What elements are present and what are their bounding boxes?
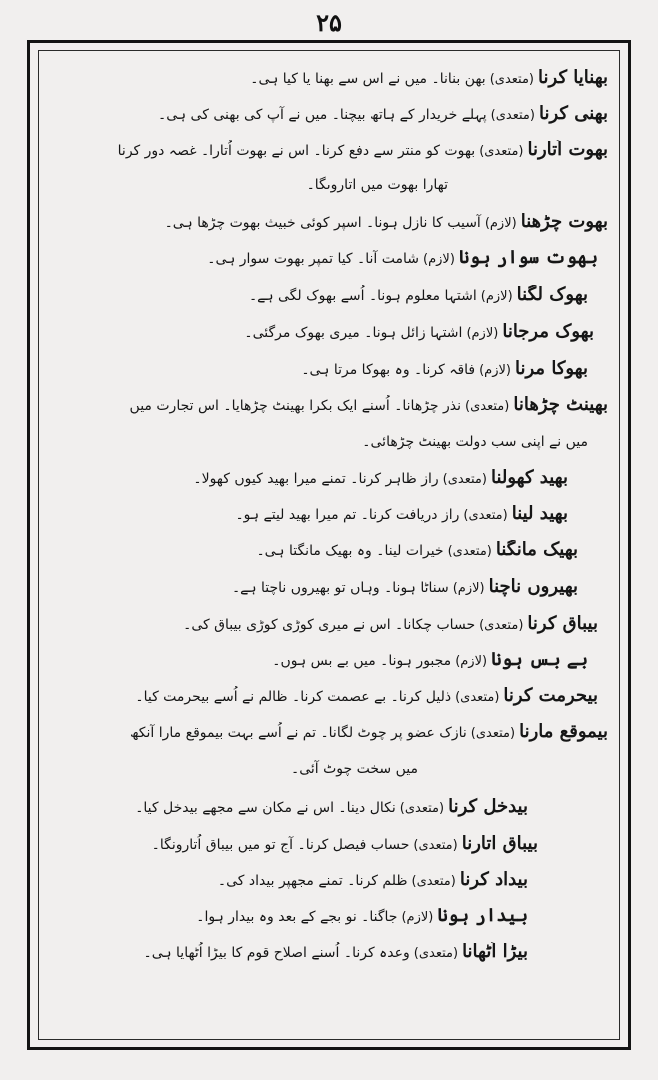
entry-grammar: (متعدی) (479, 144, 524, 159)
entry-grammar: (متعدی) (489, 72, 535, 87)
entry-headword: بے بس ہونا (491, 650, 588, 670)
entry-headword: بھنی کرنا (538, 104, 608, 124)
entry-definition: آسیب کا نازل ہونا۔ اسپر کوئی خبیث بھوت چڑھا ہی۔ (164, 215, 481, 231)
dictionary-entry (50, 248, 598, 270)
entry-headword: بیڑا اُٹھانا (462, 942, 528, 962)
entry-headword: بیباق کرنا (527, 614, 598, 634)
entry-headword: بھید لینا (511, 504, 568, 524)
entry-headword: بھوک مرجانا (502, 322, 594, 342)
dictionary-entry (50, 468, 568, 490)
dictionary-entry (50, 104, 608, 126)
dictionary-entry (50, 322, 594, 344)
entry-definition: میں سخت چوٹ آئی۔ (291, 761, 418, 777)
entry-definition: میں نے اپنی سب دولت بھینٹ چڑھائی۔ (362, 434, 588, 450)
entry-grammar: (لازم) (423, 252, 455, 267)
dictionary-entry (50, 140, 608, 162)
entry-headword: بیدخل کرنا (448, 797, 528, 817)
entry-headword: بھوکا مرنا (515, 359, 588, 379)
entry-continuation (50, 759, 418, 781)
entry-grammar: (متعدی) (413, 946, 459, 961)
dictionary-entry (50, 797, 528, 819)
dictionary-entry (50, 212, 608, 234)
dictionary-entry (50, 650, 588, 672)
dictionary-entry (50, 614, 598, 636)
entry-grammar: (لازم) (401, 910, 434, 925)
entry-grammar: (متعدی) (399, 801, 445, 816)
entry-definition: شامت آنا۔ کیا تمپر بھوت سوار ہی۔ (207, 251, 419, 267)
entry-headword: بھنایا کرنا (538, 68, 608, 88)
dictionary-entry (50, 359, 588, 381)
entry-grammar: (متعدی) (447, 544, 492, 559)
entry-definition: بھوت کو منتر سے دفع کرنا۔ اس نے بھوت اُتارا۔ غصہ دور کرنا (117, 143, 476, 159)
dictionary-entry (50, 504, 568, 526)
entry-headword: بھوت چڑھنا (520, 212, 608, 232)
entry-definition: خیرات لینا۔ وہ بھیک مانگتا ہی۔ (256, 543, 444, 559)
dictionary-entry (50, 68, 608, 90)
entry-definition: حساب فیصل کرنا۔ آج تو میں بیباق اُتارونگا۔ (151, 837, 410, 853)
entry-grammar: (متعدی) (465, 399, 510, 414)
entry-definition: ذلیل کرنا۔ بے عصمت کرنا۔ ظالم نے اُسے بیحرمت کیا۔ (135, 689, 452, 705)
entry-definition: ظلم کرنا۔ تمنے مجھپر بیداد کی۔ (217, 873, 408, 889)
entry-headword: بھید کھولنا (490, 468, 568, 488)
entry-grammar: (متعدی) (411, 874, 456, 889)
entry-grammar: (متعدی) (463, 508, 508, 523)
dictionary-entry (50, 870, 528, 892)
entry-headword: بھوت سوار ہونا (458, 248, 598, 268)
dictionary-entries (46, 54, 612, 1034)
entry-definition: وعدہ کرنا۔ اُسنے اصلاح قوم کا بیڑا اُٹھایا ہی۔ (143, 945, 410, 961)
dictionary-entry (50, 942, 528, 964)
entry-grammar: (متعدی) (413, 838, 458, 853)
entry-headword: بیباق اتارنا (461, 834, 538, 854)
entry-grammar: (لازم) (480, 289, 513, 304)
entry-definition: نکال دینا۔ اس نے مکان سے مجھے بیدخل کیا۔ (135, 800, 396, 816)
entry-definition: سناٹا ہونا۔ وہاں تو بھیروں ناچتا ہے۔ (231, 580, 449, 596)
entry-headword: بھیروں ناچنا (488, 577, 578, 597)
entry-grammar: (متعدی) (470, 726, 516, 741)
entry-headword: بھوت اُتارنا (527, 140, 608, 160)
entry-definition: پہلے خریدار کے ہاتھ بیچنا۔ میں نے آپ کی بھنی کی ہی۔ (158, 107, 487, 123)
dictionary-entry (50, 686, 598, 708)
entry-headword: بیحرمت کرنا (503, 686, 598, 706)
entry-definition: بھن بنانا۔ میں نے اس سے بھنا یا کیا ہی۔ (250, 71, 486, 87)
dictionary-entry (50, 395, 608, 417)
dictionary-entry (50, 722, 608, 744)
entry-definition: اشتہا زائل ہونا۔ میری بھوک مرگئی۔ (244, 325, 463, 341)
entry-definition: راز دریافت کرنا۔ تم میرا بھید لیتے ہو۔ (235, 507, 460, 523)
entry-headword: بیموقع مارنا (519, 722, 608, 742)
entry-grammar: (متعدی) (455, 690, 500, 705)
entry-grammar: (متعدی) (479, 618, 524, 633)
entry-grammar: (لازم) (484, 216, 517, 231)
dictionary-entry (50, 577, 578, 599)
dictionary-entry (50, 834, 538, 856)
entry-headword: بھوک لگنا (516, 285, 588, 305)
entry-grammar: (لازم) (452, 581, 485, 596)
entry-grammar: (متعدی) (490, 108, 535, 123)
entry-definition: جاگنا۔ نو بجے کے بعد وہ بیدار ہوا۔ (196, 909, 398, 925)
entry-grammar: (لازم) (479, 363, 511, 378)
entry-definition: نذر چڑھانا۔ اُسنے ایک بکرا بھینٹ چڑھایا۔ اس تجارت میں (129, 398, 462, 414)
entry-definition: مجبور ہونا۔ میں بے بس ہوں۔ (272, 653, 452, 669)
entry-continuation (50, 432, 588, 454)
page-number: ۲۵ (316, 8, 342, 37)
entry-continuation (50, 175, 448, 197)
entry-headword: بیدار ہونا (437, 906, 528, 926)
entry-headword: بھیک مانگنا (495, 540, 578, 560)
entry-definition: اشتہا معلوم ہونا۔ اُسے بھوک لگی ہے۔ (248, 288, 477, 304)
entry-definition: راز ظاہر کرنا۔ تمنے میرا بھید کیوں کھولا۔ (193, 471, 439, 487)
dictionary-entry (50, 540, 578, 562)
entry-definition: حساب چکانا۔ اس نے میری کوڑی کوڑی بیباق کی۔ (183, 617, 476, 633)
entry-headword: بھینٹ چڑھانا (513, 395, 608, 415)
entry-grammar: (متعدی) (442, 472, 487, 487)
entry-grammar: (لازم) (455, 654, 488, 669)
entry-headword: بیداد کرنا (459, 870, 528, 890)
entry-definition: نازک عضو پر چوٹ لگانا۔ تم نے اُسے بہت بیموقع مارا آنکھ (129, 725, 467, 741)
dictionary-entry (50, 906, 528, 928)
entry-definition: فاقہ کرنا۔ وہ بھوکا مرتا ہی۔ (301, 362, 476, 378)
dictionary-entry (50, 285, 588, 307)
entry-grammar: (لازم) (466, 326, 499, 341)
entry-definition: تھارا بھوت میں اتاروںگا۔ (306, 177, 448, 193)
